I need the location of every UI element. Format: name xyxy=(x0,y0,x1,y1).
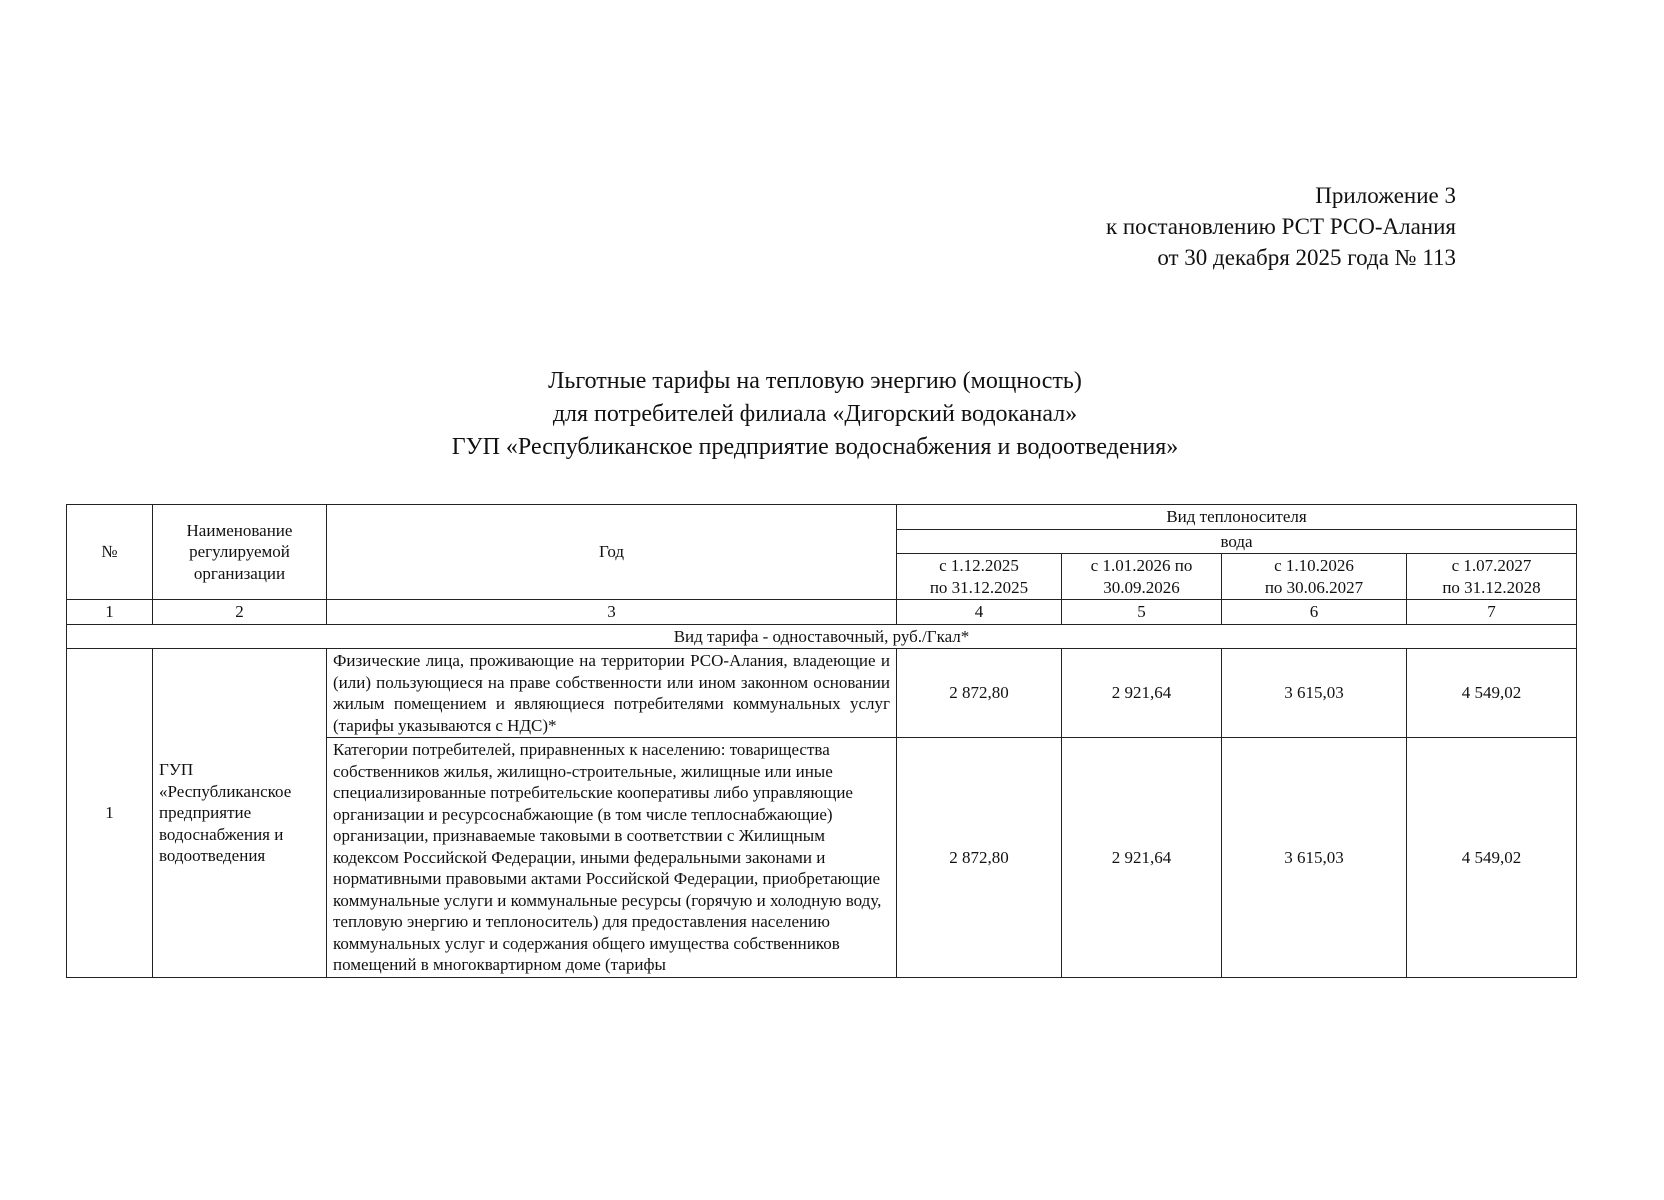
header-period-4 xyxy=(1407,554,1577,600)
tariff-table xyxy=(66,504,1577,978)
column-number: 2 xyxy=(153,600,327,625)
header-carrier-type: Вид теплоносителя xyxy=(897,505,1577,530)
period-4-end: по 31.12.2028 xyxy=(1442,577,1541,597)
annex-block xyxy=(1106,180,1456,273)
header-row-1 xyxy=(67,505,1577,530)
period-3-end: по 30.06.2027 xyxy=(1264,577,1364,597)
column-number: 4 xyxy=(897,600,1062,625)
column-number: 7 xyxy=(1407,600,1577,625)
section-row xyxy=(67,624,1577,649)
tariff-value: 3 615,03 xyxy=(1222,738,1407,978)
annex-resolution: к постановлению РСТ РСО-Алания xyxy=(1105,214,1456,239)
header-period-1 xyxy=(897,554,1062,600)
consumer-description: Физические лица, проживающие на территории РСО-Алания, владеющие и (или) пользующиеся на праве собственности или ином законном основании жилым помещением и являющиеся потребителями коммунальных услуг (тарифы указываются с НДС)* xyxy=(327,649,897,738)
column-number: 3 xyxy=(327,600,897,625)
header-num: № xyxy=(67,505,153,600)
title-line-2: для потребителей филиала «Дигорский водоканал» xyxy=(552,401,1078,427)
column-number: 1 xyxy=(67,600,153,625)
annex-number: Приложение 3 xyxy=(1315,183,1456,208)
tariff-value: 4 549,02 xyxy=(1407,738,1577,978)
period-3-start: с 1.10.2026 xyxy=(1274,556,1354,575)
organization-name: ГУП «Республиканское предприятие водоснабжения и водоотведения xyxy=(153,649,327,978)
period-1-end: по 31.12.2025 xyxy=(929,577,1029,597)
column-number: 5 xyxy=(1062,600,1222,625)
period-2-start: с 1.01.2026 по xyxy=(1090,556,1193,575)
header-year: Год xyxy=(327,505,897,600)
annex-date: от 30 декабря 2025 года № 113 xyxy=(1157,245,1456,270)
title-line-1: Льготные тарифы на тепловую энергию (мощность) xyxy=(548,368,1082,394)
consumer-description: Категории потребителей, приравненных к населению: товарищества собственников жилья, жилищно-строительные, жилищные или иные специализированные потребительские кооперативы либо управляющие организации и ресурсоснабжающие (в том числе теплоснабжающие) организации, признаваемые таковыми в соответствии с Жилищным кодексом Российской Федерации, иными федеральными законами и нормативными правовыми актами Российской Федерации, приобретающие коммунальные услуги и коммунальные ресурсы (горячую и холодную воду, тепловую энергию и теплоноситель) для предоставления населению коммунальных услуг и содержания общего имущества собственников помещений в многоквартирном доме (тарифы xyxy=(327,738,897,978)
header-period-2 xyxy=(1062,554,1222,600)
header-organization: Наименование регулируемой организации xyxy=(153,505,327,600)
tariff-value: 2 921,64 xyxy=(1062,649,1222,738)
tariff-value: 3 615,03 xyxy=(1222,649,1407,738)
period-2-end: 30.09.2026 xyxy=(1103,577,1180,597)
table-row xyxy=(67,649,1577,738)
header-carrier: вода xyxy=(897,529,1577,554)
column-numbers-row xyxy=(67,600,1577,625)
column-number: 6 xyxy=(1222,600,1407,625)
tariff-value: 2 921,64 xyxy=(1062,738,1222,978)
tariff-value: 2 872,80 xyxy=(897,649,1062,738)
tariff-value: 2 872,80 xyxy=(897,738,1062,978)
header-period-3 xyxy=(1222,554,1407,600)
document-title xyxy=(0,365,1630,464)
tariff-value: 4 549,02 xyxy=(1407,649,1577,738)
period-1-start: с 1.12.2025 xyxy=(939,556,1019,575)
title-line-3: ГУП «Республиканское предприятие водоснабжения и водоотведения» xyxy=(451,434,1179,460)
row-number: 1 xyxy=(67,649,153,978)
tariff-type-label: Вид тарифа - одноставочный, руб./Гкал* xyxy=(67,624,1577,649)
period-4-start: с 1.07.2027 xyxy=(1451,556,1532,575)
